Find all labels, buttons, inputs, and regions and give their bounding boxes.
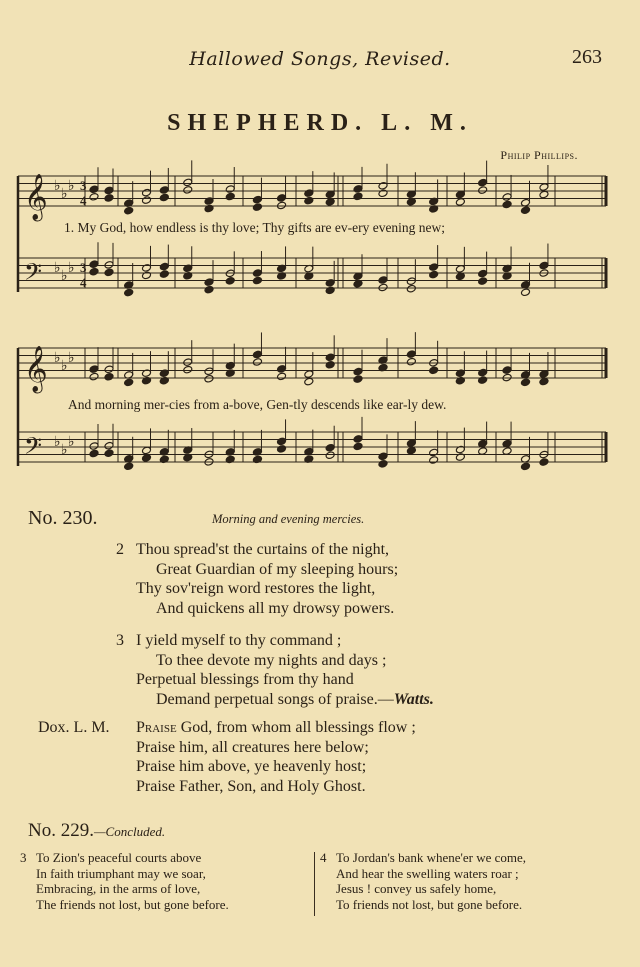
note-head [429,456,439,465]
note-head [521,378,531,387]
note-head [142,271,152,280]
note-head [124,288,134,297]
running-title: Hallowed Songs, Revised. [189,48,451,70]
note-head [325,361,335,370]
note-head [277,201,287,210]
verse-line: Demand perpetual songs of praise.— [156,690,394,708]
doxology-first-word: Praise [136,719,177,736]
note-head [325,443,335,452]
note-head [252,276,262,285]
note-head [104,373,114,382]
doxology-line: Praise him above, ye heavenly host; [136,758,367,775]
treble-clef-icon: 𝄞 [24,174,48,220]
flat-icon: ♭ [54,350,61,366]
verse-line: To thee devote my nights and days ; [156,651,387,669]
stanza-line: In faith triumphant may we soar, [36,865,206,881]
verse-line: Great Guardian of my sleeping hours; [156,560,399,578]
flat-icon: ♭ [68,178,75,194]
note-head [521,288,531,297]
note-head [89,442,99,451]
flat-icon: ♭ [54,260,61,276]
note-head [502,193,512,202]
note-head [502,200,512,209]
previous-hymn-heading [28,820,165,842]
note-head [159,193,169,202]
staff-systems [18,160,606,470]
note-head [478,269,488,278]
note-head [183,365,193,374]
stanza-line: To Jordan's bank whene'er we come, [336,850,527,865]
note-head [252,195,262,204]
note-head [304,196,314,205]
note-head [124,462,134,471]
note-head [142,264,152,273]
note-head [353,375,363,384]
verse-line: And quickens all my drowsy powers. [156,599,395,617]
note-head [252,350,262,359]
note-head [183,178,193,187]
verse-2 [116,540,398,618]
note-head [104,186,114,195]
note-head [89,372,99,381]
note-head [378,182,388,191]
stanza-line: The friends not lost, but gone before. [36,896,229,912]
column-divider [314,852,315,916]
verse-line: I yield myself to thy command ; [136,632,342,649]
note-head [159,262,169,271]
note-head [277,365,287,374]
note-head [252,203,262,212]
stanza-number: 3 [20,850,27,865]
stanza-number: 4 [320,850,327,865]
note-head [252,358,262,367]
verse-line: Thou spread'st the curtains of the night, [136,541,390,558]
note-head [406,439,416,448]
note-head [539,377,549,386]
note-head [304,189,314,198]
note-head [204,278,214,287]
note-head [478,186,488,195]
note-head [204,374,214,383]
note-head [252,269,262,278]
time-signature-top: 3 [80,260,87,275]
bass-clef-icon: 𝄢 [24,432,43,465]
note-head [521,462,531,471]
lyrics-line-1: 1. My God, how endless is thy love; Thy gifts are ev-ery evening new; [64,220,446,235]
note-head [183,358,193,367]
note-head [353,442,363,451]
note-head [104,268,114,277]
time-signature-bottom: 4 [80,193,87,208]
tune-title: SHEPHERD. L. M. [167,110,473,136]
note-head [325,279,335,288]
note-head [142,188,152,197]
hymn-subtitle: Morning and evening mercies. [212,512,365,526]
note-head [124,206,134,215]
note-head [539,370,549,379]
note-head [225,185,235,194]
note-head [378,283,388,292]
note-head [406,357,416,366]
stanza-3 [20,850,229,912]
note-head [353,367,363,376]
verse-number: 3 [116,632,124,649]
flat-icon: ♭ [68,434,75,450]
note-head [89,260,99,269]
stanza-line: To Zion's peaceful courts above [36,850,202,865]
note-head [104,441,114,450]
flat-icon: ♭ [61,442,68,458]
note-head [353,435,363,444]
note-head [378,452,388,461]
time-signature-bottom: 4 [80,275,87,290]
note-head [429,270,439,279]
doxology-line: Praise Father, Son, and Holy Ghost. [136,777,366,795]
note-head [502,366,512,375]
doxology-label: Dox. L. M. [38,719,110,736]
note-head [539,458,549,467]
bass-clef-icon: 𝄢 [24,258,43,291]
note-head [277,445,287,454]
treble-clef-icon: 𝄞 [24,346,48,392]
flat-icon: ♭ [68,350,75,366]
note-head [159,270,169,279]
note-head [378,460,388,469]
note-head [183,186,193,195]
flat-icon: ♭ [68,260,75,276]
note-head [353,185,363,194]
note-head [104,261,114,270]
flat-icon: ♭ [54,178,61,194]
note-head [304,377,314,386]
note-head [521,206,531,215]
note-head [277,372,287,381]
note-head [478,376,488,385]
stanza-line: Embracing, in the arms of love, [36,881,201,896]
verse-line: Thy sov'reign word restores the light, [136,580,376,597]
verse-number: 2 [116,541,124,558]
author-attribution: Watts. [393,690,434,708]
flat-icon: ♭ [61,358,68,374]
concluded-note: —Concluded. [93,824,166,839]
previous-hymn-number: No. 229. [28,820,94,841]
doxology-line: Praise him, all creatures here below; [136,738,369,756]
lyrics-line-2: And morning mer-cies from a-bove, Gen-tly descends like ear-ly dew. [68,397,447,412]
flat-icon: ♭ [54,434,61,450]
note-head [353,192,363,201]
note-head [277,194,287,203]
note-head [539,183,549,192]
note-head [104,194,114,203]
note-head [539,190,549,199]
note-head [89,193,99,202]
note-head [325,451,335,460]
verse-3 [116,631,434,709]
note-head [478,178,488,187]
note-head [304,370,314,379]
note-head [406,277,416,286]
note-head [429,366,439,375]
stanza-4 [320,850,526,912]
note-head [124,378,134,387]
note-head [204,367,214,376]
note-head [406,350,416,359]
composer-credit: Philip Phillips. [500,148,578,162]
note-head [204,285,214,294]
note-head [89,449,99,458]
flat-icon: ♭ [61,186,68,202]
note-head [277,437,287,446]
note-head [89,267,99,276]
note-head [478,368,488,377]
verse-line: Perpetual blessings from thy hand [136,671,354,688]
note-head [142,196,152,205]
note-head [378,276,388,285]
note-head [104,449,114,458]
note-head [104,365,114,374]
note-head [539,261,549,270]
page-number: 263 [572,46,602,68]
note-head [378,189,388,198]
note-head [225,192,235,201]
note-head [406,446,416,455]
note-head [429,263,439,272]
flat-icon: ♭ [61,268,68,284]
note-head [89,365,99,374]
note-head [406,284,416,293]
hymn-number: No. 230. [28,507,98,529]
note-head [159,186,169,195]
note-head [89,185,99,194]
time-signature-top: 3 [80,178,87,193]
doxology-line: God, from whom all blessings flow ; [176,719,416,736]
stanza-line: And hear the swelling waters roar ; [336,865,519,881]
stanza-line: Jesus ! convey us safely home, [336,881,497,896]
note-head [225,277,235,286]
note-head [325,286,335,295]
stanza-line: To friends not lost, but gone before. [336,896,523,912]
note-head [429,448,439,457]
note-head [478,277,488,286]
note-head [325,353,335,362]
